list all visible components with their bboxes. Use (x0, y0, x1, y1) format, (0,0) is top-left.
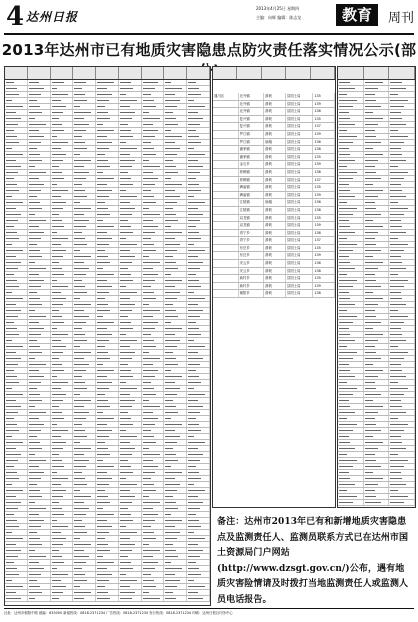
table-cell: 县国土局 (286, 290, 314, 297)
table-cell: 滑坡 (264, 116, 286, 123)
table-row (213, 169, 335, 177)
table-row (213, 283, 335, 291)
table-cell: 安云乡 (239, 260, 265, 267)
hazard-table-middle (212, 66, 336, 508)
table-cell: 138 (313, 230, 335, 237)
table-header (213, 67, 335, 80)
table-row (213, 161, 335, 169)
table-cell (213, 184, 239, 191)
editors-line: 主编：向辉 编辑：陈志龙 (256, 15, 302, 20)
table-body (5, 80, 210, 602)
table-cell: 滑坡 (264, 123, 286, 130)
table-cell: 滑坡 (264, 260, 286, 267)
table-cell: 青宁乡 (239, 230, 265, 237)
table-cell: 县国土局 (286, 123, 314, 130)
table-cell: 滑坡 (264, 268, 286, 275)
table-cell: 138 (313, 169, 335, 176)
table-cell: 崩塌 (264, 139, 286, 146)
note-paragraph (217, 515, 413, 608)
table-cell: 新村乡 (239, 275, 265, 282)
table-row (213, 222, 335, 230)
table-cell: 双龙镇 (239, 222, 265, 229)
table-row (213, 177, 335, 185)
table-row (213, 101, 335, 109)
table-cell (213, 108, 239, 115)
table-cell: 县国土局 (286, 177, 314, 184)
table-cell: 136 (313, 139, 335, 146)
footer-info: 社址：达州市朝阳中路 邮编：635000 新闻热线：0818-2371234 广告热线：0818-2371234 发行热线：0818-2371234 印刷：达州日报社印务中心 (4, 611, 233, 615)
note-label: 备注 (217, 517, 236, 527)
masthead-rule (4, 33, 414, 35)
table-cell (213, 169, 239, 176)
table-cell: 滑坡 (264, 222, 286, 229)
table-cell: 138 (313, 290, 335, 297)
table-row (213, 268, 335, 276)
table-cell: 青宁乡 (239, 237, 265, 244)
table-cell: 135 (313, 184, 335, 191)
table-row (213, 184, 335, 192)
table-cell (213, 199, 239, 206)
table-cell: 滑坡 (264, 215, 286, 222)
table-cell (213, 237, 239, 244)
table-row (5, 596, 210, 602)
table-cell: 梓桐镇 (239, 177, 265, 184)
table-cell: 县国土局 (286, 93, 314, 100)
table-row (213, 116, 335, 124)
table-cell: 滑坡 (264, 146, 286, 153)
table-cell: 滑坡 (264, 290, 286, 297)
table-cell: 135 (313, 215, 335, 222)
table-cell: 县国土局 (286, 139, 314, 146)
table-cell: 复兴镇 (239, 116, 265, 123)
table-cell: 蒲家镇 (239, 146, 265, 153)
table-cell: 135 (313, 154, 335, 161)
table-row (213, 215, 335, 223)
table-cell: 136 (313, 199, 335, 206)
table-row (213, 207, 335, 215)
table-cell (213, 116, 239, 123)
table-cell: 蒲家镇 (239, 154, 265, 161)
table-cell: 县国土局 (286, 108, 314, 115)
table-cell (213, 131, 239, 138)
table-cell: 县国土局 (286, 237, 314, 244)
table-cell: 县国土局 (286, 283, 314, 290)
table-cell: 县国土局 (286, 169, 314, 176)
table-cell: 135 (313, 116, 335, 123)
section-suffix: 周刊 (388, 11, 415, 26)
table-cell: 江陵镇 (239, 199, 265, 206)
table-cell: 县国土局 (286, 146, 314, 153)
footer-rule (4, 608, 414, 609)
hazard-table-right (337, 66, 416, 508)
table-cell: 东岳乡 (239, 245, 265, 252)
table-cell: 县国土局 (286, 252, 314, 259)
table-cell (213, 123, 239, 130)
table-cell: 北外镇 (239, 108, 265, 115)
table-cell: 滑坡 (264, 161, 286, 168)
table-cell: 县国土局 (286, 192, 314, 199)
table-cell: 滑坡 (264, 245, 286, 252)
table-cell: 135 (313, 275, 335, 282)
table-cell: 139 (313, 283, 335, 290)
table-cell: 碑庙镇 (239, 184, 265, 191)
table-cell: 县国土局 (286, 268, 314, 275)
hazard-table-left (4, 66, 211, 606)
table-cell (213, 101, 239, 108)
table-cell: 139 (313, 192, 335, 199)
table-cell: 滑坡 (264, 275, 286, 282)
table-cell: 县国土局 (286, 199, 314, 206)
table-cell: 梓桐镇 (239, 169, 265, 176)
table-cell: 罗江镇 (239, 139, 265, 146)
table-cell: 罗江镇 (239, 131, 265, 138)
table-cell: 江陵镇 (239, 207, 265, 214)
table-cell: 滑坡 (264, 252, 286, 259)
table-row (213, 192, 335, 200)
table-row (213, 154, 335, 162)
table-cell: 139 (313, 222, 335, 229)
table-row (213, 199, 335, 207)
table-cell (213, 275, 239, 282)
table-cell: 县国土局 (286, 230, 314, 237)
table-cell (213, 146, 239, 153)
table-cell: 滑坡 (264, 230, 286, 237)
table-cell (213, 245, 239, 252)
table-cell (213, 260, 239, 267)
table-cell (213, 252, 239, 259)
table-cell: 139 (313, 252, 335, 259)
table-row (213, 146, 335, 154)
table-cell: 滑坡 (264, 207, 286, 214)
table-row (213, 252, 335, 260)
table-row (213, 123, 335, 131)
table-cell: 139 (313, 161, 335, 168)
table-cell: 东岳乡 (239, 252, 265, 259)
table-cell: 县国土局 (286, 154, 314, 161)
table-cell: 双龙镇 (239, 215, 265, 222)
table-cell: 金石乡 (239, 161, 265, 168)
table-cell (213, 283, 239, 290)
table-cell: 新村乡 (239, 283, 265, 290)
table-cell: 复兴镇 (239, 123, 265, 130)
table-cell (213, 154, 239, 161)
table-cell: 县国土局 (286, 116, 314, 123)
table-cell (213, 139, 239, 146)
table-cell: 138 (313, 146, 335, 153)
table-cell: 滑坡 (264, 154, 286, 161)
table-header (5, 67, 210, 80)
table-cell (213, 177, 239, 184)
table-cell (213, 192, 239, 199)
table-cell: 县国土局 (286, 245, 314, 252)
table-row (338, 500, 415, 506)
table-row (213, 237, 335, 245)
table-row (213, 290, 335, 298)
table-cell: 136 (313, 260, 335, 267)
note-text: ：达州市2013年已有和新增地质灾害隐患点及监测责任人、监测员联系方式已在达州市国土资源局门户网站(http://www.dzsgt.gov.cn/)公布，遇有地质灾害险情请及时拨打当地监测责任人或监测人员电话报告。 (217, 517, 409, 605)
table-cell: 县国土局 (286, 275, 314, 282)
table-cell: 朝阳乡 (239, 290, 265, 297)
table-cell: 县国土局 (286, 184, 314, 191)
table-row (213, 139, 335, 147)
table-cell: 碑庙镇 (239, 192, 265, 199)
table-cell: 滑坡 (264, 192, 286, 199)
table-cell: 滑坡 (264, 108, 286, 115)
table-row (213, 275, 335, 283)
table-row (213, 260, 335, 268)
table-cell (213, 207, 239, 214)
table-header (338, 67, 415, 80)
newspaper-name: 达州日报 (26, 10, 79, 24)
table-cell: 县国土局 (286, 222, 314, 229)
table-cell: 县国土局 (286, 131, 314, 138)
table-cell: 135 (313, 245, 335, 252)
table-cell (213, 230, 239, 237)
table-cell: 138 (313, 207, 335, 214)
page-number: 4 (6, 2, 25, 32)
masthead (0, 0, 418, 34)
table-cell: 滑坡 (264, 184, 286, 191)
table-cell: 滑坡 (264, 93, 286, 100)
table-cell: 135 (313, 93, 335, 100)
table-cell: 137 (313, 177, 335, 184)
table-cell: 137 (313, 123, 335, 130)
table-cell: 县国土局 (286, 161, 314, 168)
table-body (213, 93, 335, 298)
table-cell (213, 215, 239, 222)
table-cell: 滑坡 (264, 237, 286, 244)
section-title: 教育 (336, 4, 378, 26)
table-row (213, 93, 335, 101)
table-cell: 滑坡 (264, 177, 286, 184)
table-cell: 崩塌 (264, 199, 286, 206)
table-cell: 县国土局 (286, 207, 314, 214)
table-cell: 县国土局 (286, 215, 314, 222)
table-cell (213, 268, 239, 275)
date-line: 2013年4月25日 星期四 (256, 6, 300, 11)
table-cell: 139 (313, 101, 335, 108)
table-cell (213, 161, 239, 168)
table-cell: 139 (313, 131, 335, 138)
table-row (213, 131, 335, 139)
table-cell: 县国土局 (286, 260, 314, 267)
table-row (213, 108, 335, 116)
table-cell: 滑坡 (264, 101, 286, 108)
table-cell (213, 222, 239, 229)
table-cell: 滑坡 (264, 283, 286, 290)
table-cell: 县国土局 (286, 101, 314, 108)
table-cell: 138 (313, 108, 335, 115)
table-cell: 安云乡 (239, 268, 265, 275)
table-cell: 滑坡 (264, 169, 286, 176)
table-row (213, 230, 335, 238)
table-cell: 138 (313, 268, 335, 275)
table-cell: 通川区 (213, 93, 239, 100)
table-row (213, 245, 335, 253)
page-headline: 2013年达州市已有地质灾害隐患点防灾责任落实情况公示(部 (1, 41, 417, 59)
table-cell: 137 (313, 237, 335, 244)
table-cell: 滑坡 (264, 131, 286, 138)
table-cell: 北外镇 (239, 101, 265, 108)
table-cell: 北外镇 (239, 93, 265, 100)
table-body (338, 80, 415, 506)
table-cell (213, 290, 239, 297)
